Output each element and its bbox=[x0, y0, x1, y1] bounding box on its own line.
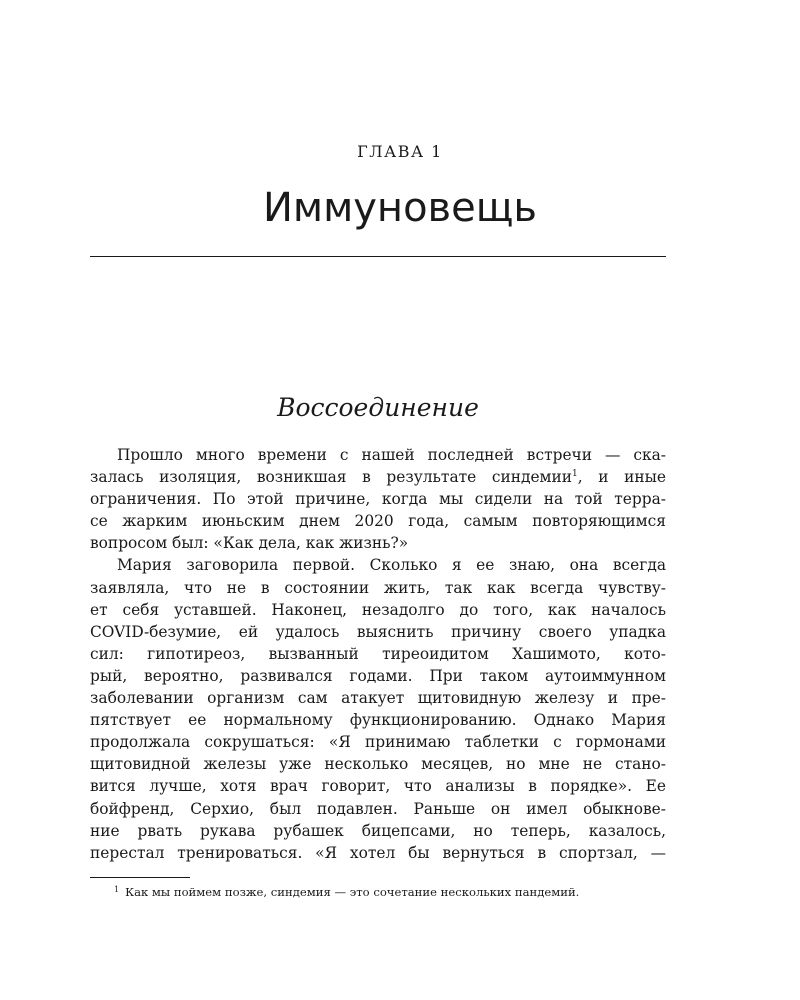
footnote-number: 1 bbox=[114, 885, 120, 894]
text-line: COVID-безумие, ей удалось выяснить причину своего упадка bbox=[90, 622, 666, 641]
footnote-text: Как мы поймем позже, синдемия — это сочетание нескольких пандемий. bbox=[125, 885, 580, 899]
text-line bbox=[90, 466, 666, 488]
text-line: Мария заговорила первой. Сколько я ее знаю, она всегда bbox=[117, 556, 666, 575]
text-line: вится лучше, хотя врач говорит, что анализы в порядке». Ее bbox=[90, 777, 666, 796]
text-line: перестал тренироваться. «Я хотел бы вернуться в спортзал, — bbox=[90, 843, 666, 862]
text-line: ние рвать рукава рубашек бицепсами, но теперь, казалось, bbox=[90, 821, 666, 840]
chapter-title: Иммуновещь bbox=[262, 185, 537, 231]
text-line: вопросом был: «Как дела, как жизнь?» bbox=[90, 534, 409, 553]
footnote-divider bbox=[90, 877, 190, 878]
text-line: ограничения. По этой причине, когда мы сидели на той терра- bbox=[90, 490, 666, 509]
text-line: ет себя уставшей. Наконец, незадолго до того, как началось bbox=[90, 600, 666, 619]
paragraph-1 bbox=[90, 444, 666, 554]
text-line: се жарким июньским днем 2020 года, самым повторяющимся bbox=[90, 512, 666, 531]
footnote bbox=[114, 884, 674, 900]
text-line: заявляла, что не в состоянии жить, так как всегда чувству- bbox=[90, 578, 666, 597]
body-text bbox=[90, 444, 666, 864]
text-line: рый, вероятно, развивался годами. При таком аутоиммунном bbox=[90, 666, 666, 685]
paragraph-2 bbox=[90, 554, 666, 863]
text-line: сил: гипотиреоз, вызванный тиреоидитом Хашимото, кото- bbox=[90, 644, 666, 663]
text-line: пятствует ее нормальному функционированию. Однако Мария bbox=[90, 711, 666, 730]
chapter-label: ГЛАВА 1 bbox=[357, 142, 443, 161]
title-divider bbox=[90, 256, 666, 257]
text-line: продолжала сокрушаться: «Я принимаю таблетки с гормонами bbox=[90, 733, 666, 752]
text-line-segment: залась изоляция, возникшая в результате синдемии bbox=[90, 468, 573, 487]
text-line: заболевании организм сам атакует щитовидную железу и пре- bbox=[90, 689, 666, 708]
text-line: бойфренд, Серхио, был подавлен. Раньше он имел обыкнове- bbox=[90, 799, 666, 818]
footnote-reference[interactable]: 1 bbox=[572, 469, 578, 480]
text-line: Прошло много времени с нашей последней встречи — ска- bbox=[117, 446, 666, 464]
text-line: щитовидной железы уже несколько месяцев, но мне не стано- bbox=[90, 755, 666, 774]
text-line-segment: , и иные bbox=[577, 468, 666, 487]
section-heading: Воссоединение bbox=[277, 393, 479, 422]
